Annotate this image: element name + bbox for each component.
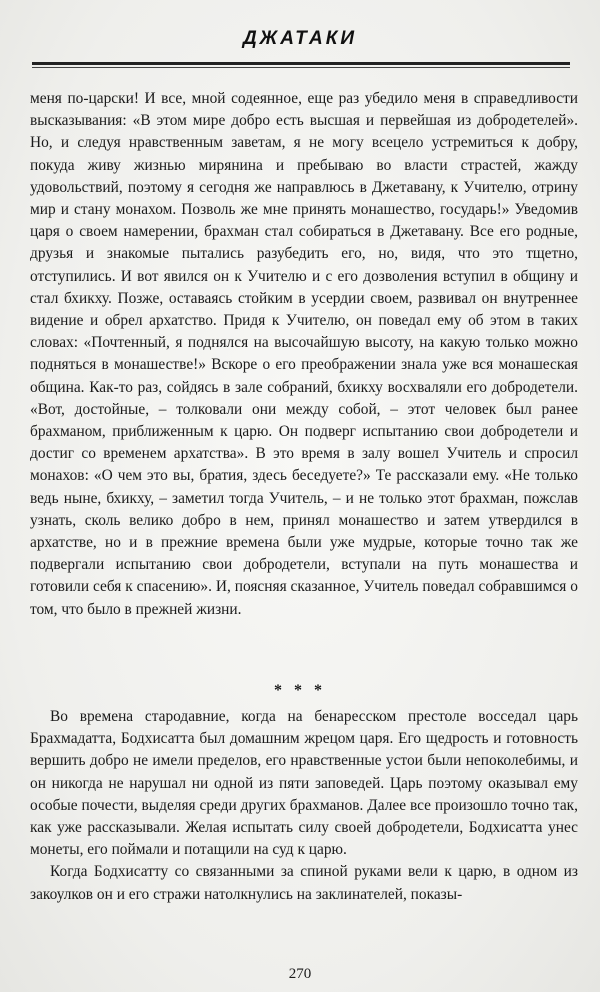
paragraph: Когда Бодхисатту со связанными за спиной руками вели к царю, в одном из закоулков он и его стражи натолкнулись на заклинателей, показы- bbox=[30, 863, 578, 903]
running-head: ДЖАТАКИ bbox=[242, 28, 358, 49]
paragraph: Во времена стародавние, когда на бенаресском престоле восседал царь Брахмадатта, Бодхисатта был домашним жрецом царя. Его щедрость и готовность вершить добро не имели пределов, его нравственные устои были непоколебимы, и он никогда не нарушал ни одной из пяти заповедей. Царь поэтому оказывал ему особые почести, выделяя среди других брахманов. Далее все произошло точно так, как уже рассказывали. Желая испытать силу своей добродетели, Бодхисатта унес монеты, его поймали и потащили на суд к царю. bbox=[30, 708, 578, 859]
text-block-bottom bbox=[30, 706, 578, 906]
header-rule-thin bbox=[32, 67, 570, 68]
text-block-top bbox=[30, 88, 578, 621]
paragraph: меня по-царски! И все, мной содеянное, еще раз убедило меня в справедливости высказывания: «В этом мире добро есть высшая и первейшая из добродетелей». Но, и следуя нравственным заветам, я не могу всецело устремиться к добру, покуда живу жизнью мирянина и пребываю во власти страстей, жажду удовольствий, поэтому я сегодня же направлюсь в Джетавану, к Учителю, отрину мир и стану монахом. Позволь же мне принять монашество, государь!» Уведомив царя о своем намерении, брахман стал собираться в Джетавану. Все его родные, друзья и знакомые пытались разубедить его, но, видя, что это тщетно, отступились. И вот явился он к Учителю и с его дозволения вступил в общину и стал бхикху. Позже, оставаясь стойким в усердии своем, развивал он внутреннее видение и обрел архатство. Придя к Учителю, он поведал ему об этом в таких словах: «Почтенный, я поднялся на высочайшую высоту, на какую только можно подняться в монашестве!» Вскоре о его преображении знала уже вся монашеская община. Как-то раз, сойдясь в зале собраний, бхикху восхваляли его добродетели. «Вот, достойные, – толковали они между собой, – этот человек был ранее брахманом, приближенным к царю. Он подверг испытанию свои добродетели и достиг со временем архатства». В это время в залу вошел Учитель и спросил монахов: «О чем это вы, братия, здесь беседуете?» Те рассказали ему. «Не только ведь ныне, бхикху, – заметил тогда Учитель, – и не только этот брахман, пожслав узнать, сколь велико добро в нем, принял монашество и затем утвердился в архатстве, но и в прежние времена были уже мудрые, которые точно так же подвергали испытанию свои добродетели, вступали на путь монашества и готовили себя к спасению». И, поясняя сказанное, Учитель поведал собравшимся о том, что было в прежней жизни. bbox=[30, 90, 578, 618]
header-rule bbox=[32, 62, 570, 65]
section-separator: * * * bbox=[274, 682, 326, 699]
page-number: 270 bbox=[288, 966, 312, 982]
